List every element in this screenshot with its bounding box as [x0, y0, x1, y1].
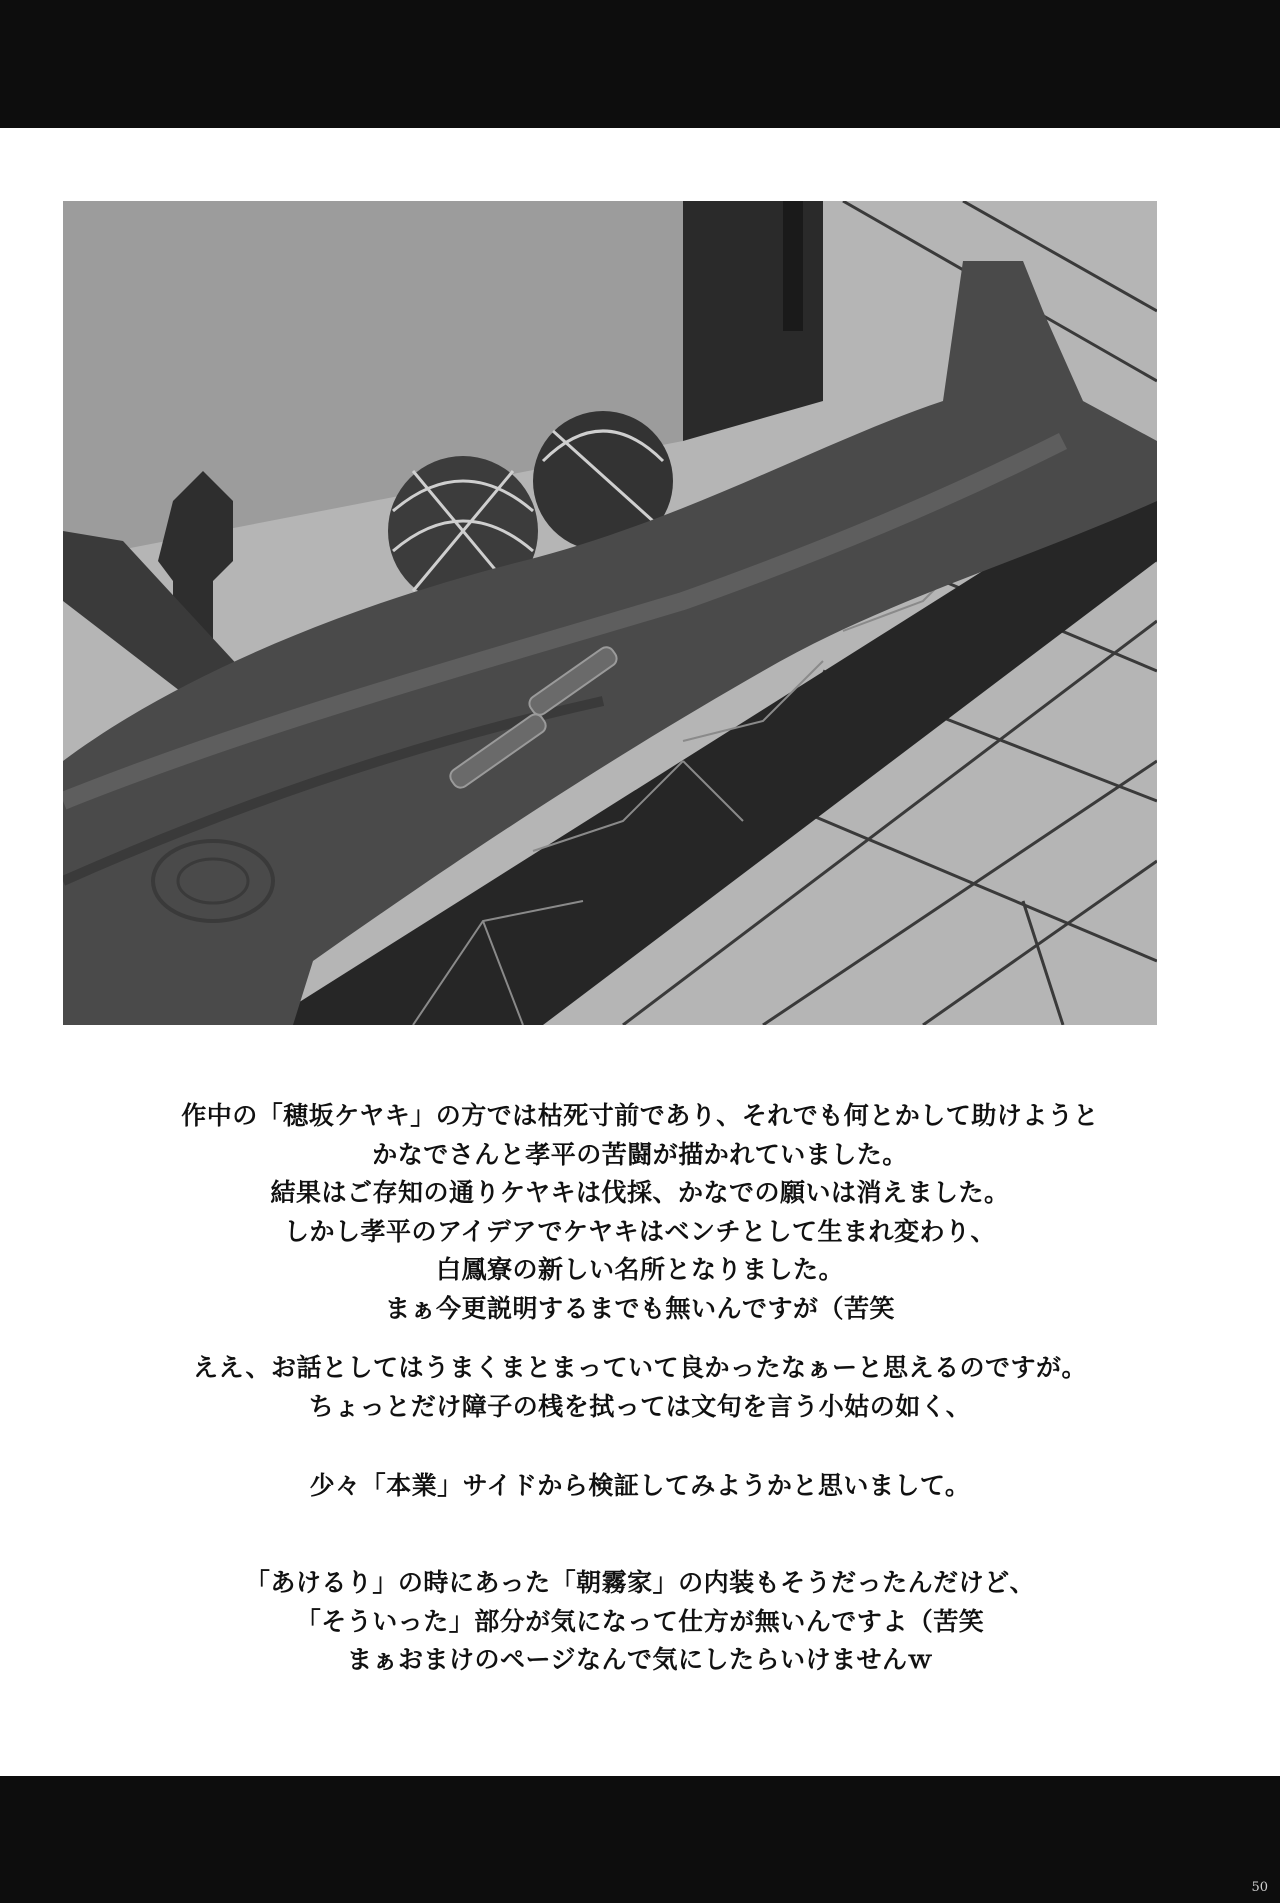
- bench-photo-illustration: [63, 201, 1157, 1025]
- paragraph-verification: [80, 1467, 1200, 1506]
- bench-photo: [63, 201, 1157, 1025]
- text-line: 結果はご存知の通りケヤキは伐採、かなでの願いは消えました。: [270, 1178, 1010, 1207]
- text-line: しかし孝平のアイデアでケヤキはベンチとして生まれ変わり、: [283, 1216, 996, 1246]
- text-line: 白鳳寮の新しい名所となりました。: [435, 1255, 844, 1284]
- bottom-black-band: [0, 1776, 1280, 1903]
- text-line: 少々「本業」サイドから検証してみようかと思いまして。: [309, 1471, 971, 1500]
- page-number: 50: [1251, 1880, 1268, 1895]
- text-line: かなでさんと孝平の苦闘が描かれていました。: [372, 1139, 908, 1169]
- text-line: まぁ今更説明するまでも無いんですが（苦笑: [384, 1293, 895, 1323]
- text-line: ええ、お話としてはうまくまとまっていて良かったなぁーと思えるのですが。: [192, 1353, 1087, 1382]
- top-black-band: [0, 0, 1280, 128]
- text-line: 「あけるり」の時にあった「朝霧家」の内装もそうだったんだけど、: [244, 1568, 1036, 1597]
- paragraph-afterword: [80, 1564, 1200, 1680]
- text-line: 「そういった」部分が気になって仕方が無いんですよ（苦笑: [295, 1606, 985, 1636]
- text-line: まぁおまけのページなんで気にしたらいけませんｗ: [346, 1645, 933, 1674]
- text-line: ちょっとだけ障子の桟を拭っては文句を言う小姑の如く、: [308, 1391, 972, 1421]
- paragraph-background-story: [80, 1097, 1200, 1328]
- text-line: 作中の「穂坂ケヤキ」の方では枯死寸前であり、それでも何とかして助けようと: [181, 1101, 1099, 1130]
- paragraph-comment: [80, 1349, 1200, 1426]
